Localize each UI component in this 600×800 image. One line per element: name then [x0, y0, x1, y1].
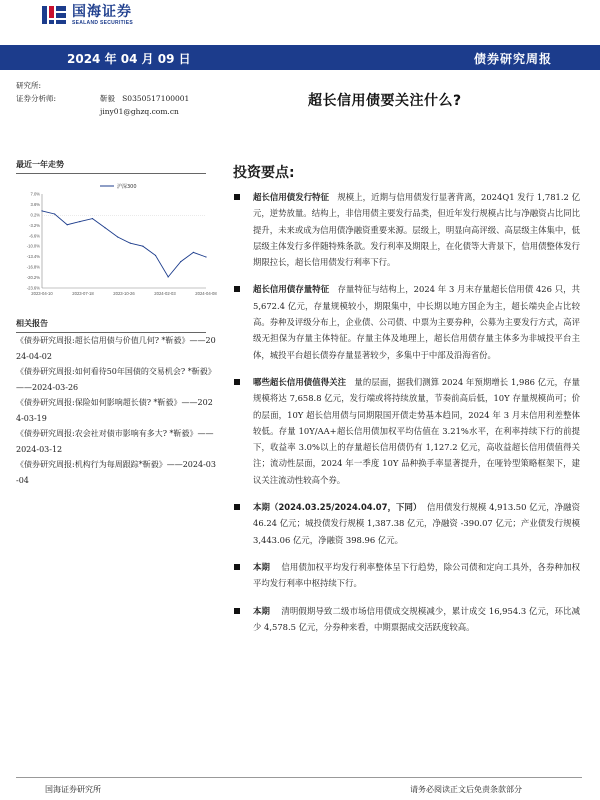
y-tick-label: -13.4%	[26, 254, 40, 260]
analyst-name: 靳毅	[100, 94, 115, 103]
y-tick-label: -6.6%	[29, 233, 40, 239]
keypoint-body: 信用债加权平均发行利率整体呈下行趋势，除公司债和定向工具外，各券种加权平均发行利率中枢持续下行。	[253, 561, 580, 589]
keypoint-body: 存量特征与结构上，2024 年 3 月末存量超长信用债 426 只，共 5,672.4 亿元，存量规模较小，期限集中，中长期以地方国企为主，超长端央企占比较高。券种及评级分布上，企业债、公司债、中票为主要券种，公募为主要发行方式，高评级无担保为存量主体特征。存量主体及地理上，超长信用债存量主体多为非城投平台主体，城投平台超长债券存量显著较少，多集中于中部及沿海省份。	[253, 284, 581, 360]
y-tick-label: -3.2%	[29, 222, 40, 228]
trend-chart	[16, 180, 217, 300]
y-tick-label: 7.0%	[30, 191, 40, 197]
data-point	[130, 243, 131, 244]
brand-logo	[40, 4, 133, 26]
data-point	[67, 224, 68, 225]
data-point	[205, 256, 206, 257]
keypoint-item	[233, 559, 580, 592]
related-report-item[interactable]: 《债券研究周报:保险如何影响超长债? *靳毅》——2024-03-19	[16, 398, 213, 423]
related-reports	[16, 333, 216, 488]
related-heading: 相关报告	[16, 318, 206, 333]
brand-mark-icon	[40, 4, 68, 26]
related-report-item[interactable]: 《债券研究周报:如何看待50年国债的交易机会? *靳毅》——2024-03-26	[16, 367, 216, 392]
keypoints-heading: 投资要点:	[233, 165, 295, 181]
footer-disclaimer: 请务必阅读正文后免责条款部分	[410, 785, 522, 794]
square-bullet-icon	[234, 564, 240, 570]
legend-label: 沪深300	[117, 184, 137, 190]
series-line-hs300	[42, 211, 206, 277]
y-tick-label: 3.6%	[30, 201, 40, 207]
keypoint-item	[233, 189, 580, 270]
square-bullet-icon	[234, 608, 240, 614]
y-tick-label: 0.2%	[30, 212, 40, 218]
square-bullet-icon	[234, 286, 240, 292]
x-tick-label: 2023-04-10	[31, 291, 53, 296]
square-bullet-icon	[234, 194, 240, 200]
y-tick-label: -10.0%	[26, 243, 40, 249]
keypoints-list	[233, 189, 580, 646]
report-date: 2024 年 04 月 09 日	[67, 52, 191, 66]
y-tick-label: -23.6%	[26, 285, 40, 291]
x-tick-label: 2024-04-08	[195, 291, 217, 296]
data-point	[142, 246, 143, 247]
footer-institute: 国海证券研究所	[45, 785, 101, 794]
x-tick-label: 2023-07-18	[72, 291, 94, 296]
keypoint-item	[233, 281, 580, 362]
data-point	[104, 227, 105, 228]
y-tick-label: -16.8%	[26, 264, 40, 270]
related-report-item[interactable]: 《债券研究周报:农会社对债市影响有多大? *靳毅》——2024-03-12	[16, 429, 214, 454]
x-tick-label: 2023-10-26	[113, 291, 135, 296]
keypoint-lead: 本期（2024.03.25/2024.04.07，下同）	[253, 502, 422, 513]
related-report-item[interactable]: 《债券研究周报:机构行为每周跟踪*靳毅》——2024-03-04	[16, 460, 216, 485]
keypoint-lead: 超长信用债发行特征	[253, 192, 330, 202]
data-point	[92, 218, 93, 219]
keypoint-lead: 哪些超长信用债值得关注	[253, 376, 347, 387]
data-point	[54, 213, 55, 214]
keypoint-lead: 本期	[253, 561, 271, 572]
analyst-meta	[16, 79, 189, 118]
header-band	[0, 45, 600, 70]
data-point	[41, 210, 42, 211]
keypoint-lead: 本期	[253, 605, 271, 616]
analyst-id: S0350517100001	[122, 94, 190, 103]
report-type: 债券研究周报	[473, 52, 552, 66]
keypoint-body: 量的层面，据我们测算 2024 年预期增长 1,986 亿元，存量规模将达 7,658.8 亿元，发行端或将持续放量，节奏前高后低，10Y 存量规模尚可；价的层面，10Y 超长信用债与同期限国开债走势基本趋同，2024 年 3 月末信用利差整体较低。存量 10Y/AA+超长信用债加权平均估值在 3.21%水平，在利率持续下行的前提下，收益率 3.0%以上的存量超长信用债仍有 1,127.2 亿元，高收益超长信用债值得关注；流动性层面，2024 年一季度 10Y 品种换手率显著提升，在哑铃型策略框架下，建议关注流动性较高个券。	[253, 376, 580, 485]
keypoint-item	[233, 603, 580, 636]
data-point	[79, 221, 80, 222]
researcher-label: 研究所:	[16, 81, 42, 90]
analyst-email[interactable]: jiny01@ghzq.com.cn	[100, 107, 179, 116]
data-point	[155, 255, 156, 256]
brand-name-en: SEALAND SECURITIES	[72, 19, 133, 26]
keypoint-item	[233, 499, 580, 548]
footer-divider	[16, 777, 582, 778]
brand-name-cn: 国海证券	[72, 3, 132, 20]
data-point	[117, 236, 118, 237]
trend-heading: 最近一年走势	[16, 159, 206, 174]
keypoint-body: 规模上，近期与信用债发行显著背离，2024Q1 发行 1,781.2 亿元，逆势放量。结构上，非信用债主要发行品类，但近年发行规模占比与净融资占比同比提升，未来或成为信用债净融资重要来源。层级上，明显向高评级、高层级主体集中，低层级主体发行多伴随特殊条款。发行利率及期限上，在化债等大背景下，信用债整体发行期限拉长，超长信用债发行利率下行。	[253, 192, 580, 268]
data-point	[180, 261, 181, 262]
data-point	[193, 252, 194, 253]
keypoint-item	[233, 374, 580, 488]
y-tick-label: -20.2%	[26, 275, 40, 281]
square-bullet-icon	[234, 379, 240, 385]
data-point	[168, 276, 169, 277]
report-title: 超长信用债要关注什么?	[308, 93, 462, 109]
related-report-item[interactable]: 《债券研究周报:超长信用债与价值几何? *靳毅》——2024-04-02	[16, 336, 216, 361]
keypoint-lead: 超长信用债存量特征	[253, 284, 330, 295]
keypoint-body: 信用债发行规模 4,913.50 亿元，净融资 46.24 亿元；城投债发行规模 1,387.38 亿元，净融资 -390.07 亿元；产业债发行规模 3,443.06 亿元，净融资 398.96 亿元。	[253, 502, 581, 545]
square-bullet-icon	[234, 504, 240, 510]
keypoint-body: 清明假期导致二级市场信用债成交规模减少，累计成交 16,954.3 亿元，环比减少 4,578.5 亿元，分券种来看，中期票据成交活跃度较高。	[253, 605, 581, 632]
analyst-label: 证券分析师:	[16, 94, 57, 103]
x-tick-label: 2024-02-03	[154, 291, 176, 296]
